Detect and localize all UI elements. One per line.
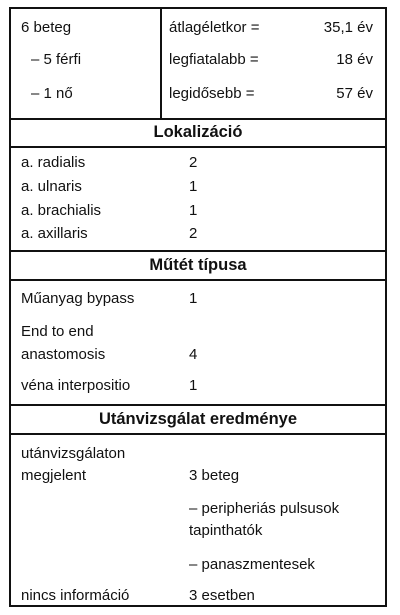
- oldest-label: legidősebb =: [169, 85, 255, 102]
- divider: [11, 433, 385, 435]
- male-count: – 5 férfi: [31, 51, 82, 68]
- surgery-type-count: 1: [189, 377, 198, 394]
- localization-row-count: 1: [189, 178, 198, 195]
- followup-label-line2: megjelent: [21, 467, 87, 484]
- patients-count: 6 beteg: [21, 19, 72, 36]
- surgery-type-name-line2: anastomosis: [21, 346, 106, 363]
- followup-value: 3 beteg: [189, 467, 240, 484]
- noinfo-label: nincs információ: [21, 587, 130, 604]
- surgery-type-count: 4: [189, 346, 198, 363]
- localization-row-name: a. ulnaris: [21, 178, 82, 195]
- followup-label: utánvizsgálaton: [21, 445, 126, 462]
- surgery-type-name: End to end: [21, 323, 94, 340]
- divider: [11, 250, 385, 252]
- followup-detail: – peripheriás pulsusok: [189, 500, 340, 517]
- localization-row-count: 2: [189, 225, 198, 242]
- divider: [11, 404, 385, 406]
- surgery-type-count: 1: [189, 290, 198, 307]
- noinfo-value: 3 esetben: [189, 587, 255, 604]
- youngest-value: 18 év: [336, 51, 373, 68]
- surgery-type-name: véna interpositio: [21, 377, 131, 394]
- surgery-type-name: Műanyag bypass: [21, 290, 135, 307]
- localization-row-name: a. radialis: [21, 154, 86, 171]
- localization-row-count: 1: [189, 202, 198, 219]
- localization-heading: Lokalizáció: [153, 123, 243, 141]
- avg-age-value: 35,1 év: [323, 19, 373, 36]
- followup-heading: Utánvizsgálat eredménye: [98, 410, 298, 428]
- oldest-value: 57 év: [336, 85, 373, 102]
- female-count: – 1 nő: [31, 85, 73, 102]
- localization-row-name: a. axillaris: [21, 225, 88, 242]
- results-table: [9, 7, 387, 607]
- localization-row-name: a. brachialis: [21, 202, 102, 219]
- divider: [11, 118, 385, 120]
- surgery-heading: Műtét típusa: [149, 256, 247, 274]
- avg-age-label: átlagéletkor =: [169, 19, 260, 36]
- followup-detail: – panaszmentesek: [189, 556, 315, 573]
- localization-row-count: 2: [189, 154, 198, 171]
- divider: [11, 146, 385, 148]
- youngest-label: legfiatalabb =: [169, 51, 259, 68]
- divider: [11, 279, 385, 281]
- followup-detail-line2: tapinthatók: [189, 522, 263, 539]
- column-divider: [160, 9, 162, 120]
